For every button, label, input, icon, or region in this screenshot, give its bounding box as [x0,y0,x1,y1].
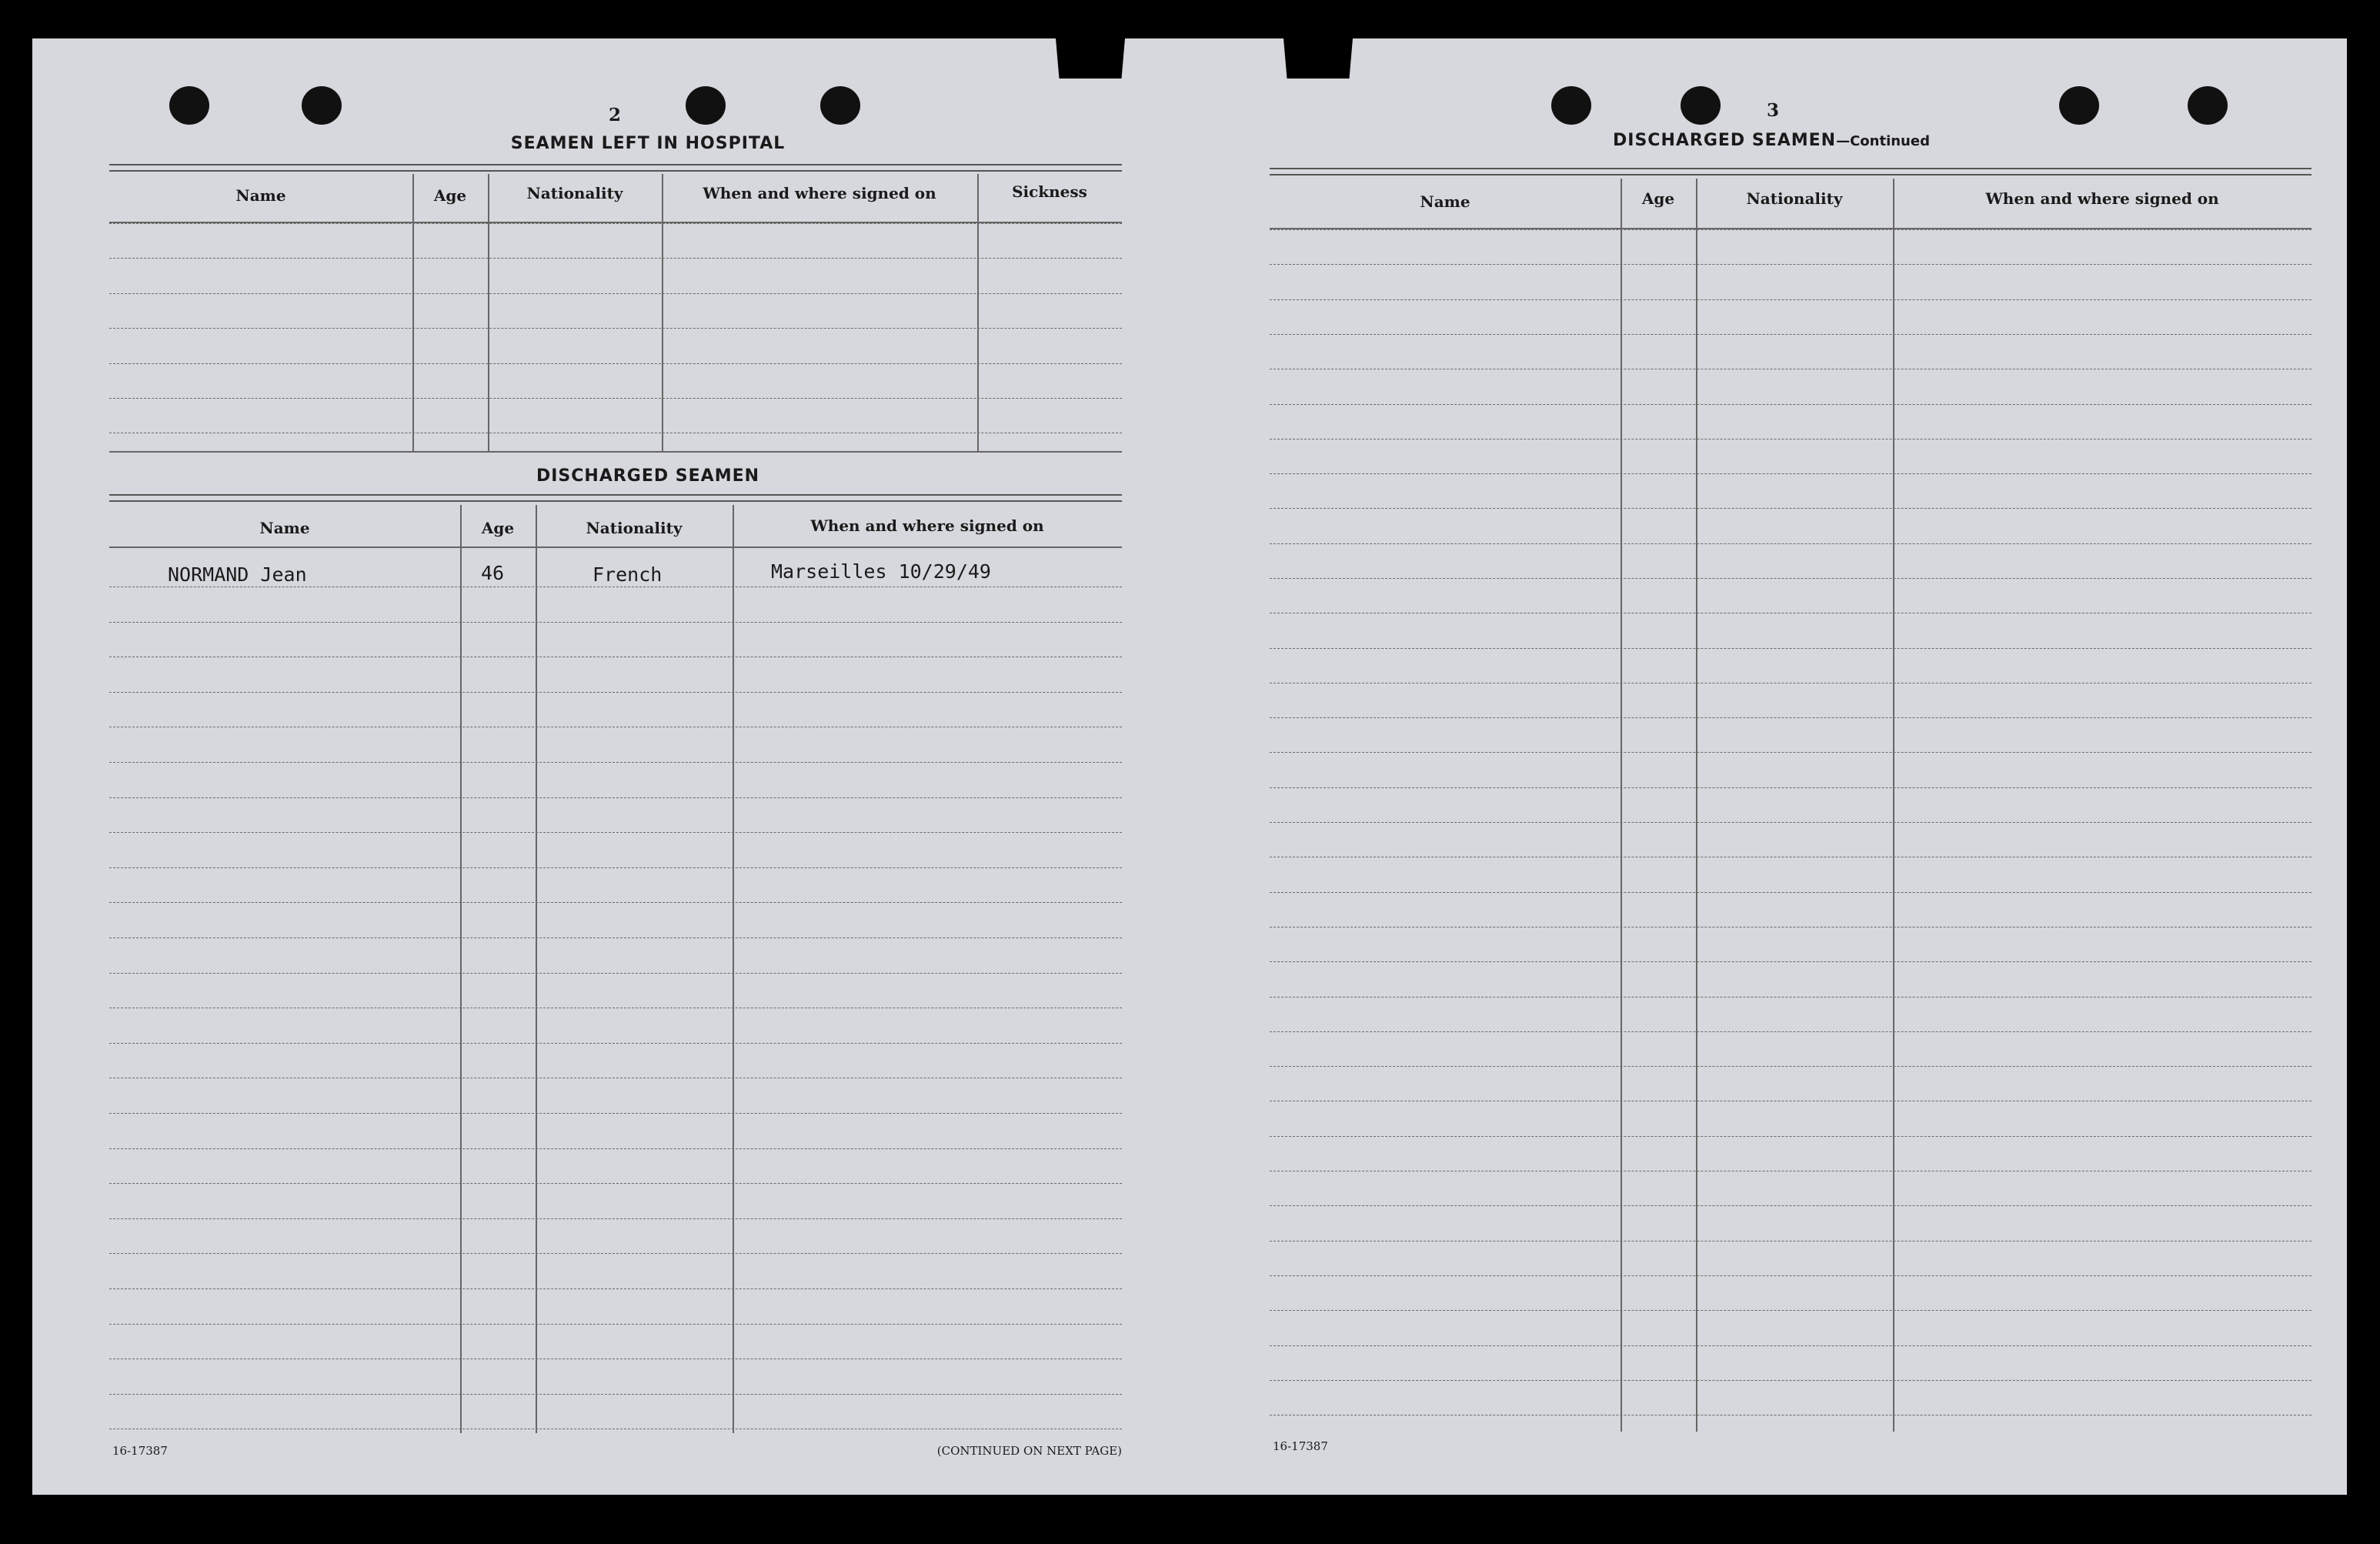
discharged-section-title: DISCHARGED SEAMEN [536,466,760,486]
column-divider [1696,179,1697,1432]
row-rule [1270,1066,2312,1067]
discharged-table-top-rule [109,494,1122,502]
row-rule [1270,1241,2312,1242]
row-rule [1270,229,2312,230]
row-rule [1270,717,2312,718]
binder-hole [169,86,209,125]
hospital-col-age: Age [433,186,467,205]
row-rule [109,902,1122,903]
row-rule [1270,648,2312,649]
right-section-title-suffix: —Continued [1836,133,1930,149]
binder-hole [1551,86,1591,125]
row-rule [1270,508,2312,509]
continued-note: (CONTINUED ON NEXT PAGE) [936,1444,1122,1458]
binder-hole [302,86,342,125]
binding-tab [1056,38,1125,79]
row-rule [109,937,1122,938]
hospital-section-title: SEAMEN LEFT IN HOSPITAL [510,134,786,153]
row-rule [109,1218,1122,1219]
hospital-col-name: Name [235,186,286,205]
entry-name: NORMAND Jean [168,563,307,586]
discharged-col-nationality: Nationality [586,519,683,537]
row-rule [109,692,1122,693]
right-section-title-text: DISCHARGED SEAMEN [1613,131,1837,150]
right-col-nationality: Nationality [1746,189,1843,208]
row-rule [1270,334,2312,335]
form-sheet [32,38,2347,1495]
hospital-table-bottom-rule [109,451,1122,453]
row-rule [1270,473,2312,474]
column-divider [1893,179,1894,1432]
discharged-col-signed-on: When and where signed on [810,516,1044,535]
row-rule [1270,822,2312,823]
binding-tab [1283,38,1353,79]
page-number: 2 [608,105,621,125]
row-rule [1270,1136,2312,1137]
row-rule [1270,752,2312,753]
binder-hole [2059,86,2099,125]
row-rule [109,867,1122,868]
right-col-age: Age [1641,189,1675,208]
row-rule [1270,787,2312,788]
column-divider [536,505,537,1433]
row-rule [1270,264,2312,265]
header-underline [1270,228,2312,229]
row-rule [109,973,1122,974]
row-rule [1270,1310,2312,1311]
row-rule [109,398,1122,399]
row-rule [1270,997,2312,998]
row-rule [109,1394,1122,1395]
row-rule [109,797,1122,798]
row-rule [109,223,1122,224]
column-divider [1621,179,1622,1432]
row-rule [1270,299,2312,300]
entry-nationality: French [592,563,663,586]
hospital-table-top-rule [109,164,1122,172]
row-rule [109,762,1122,763]
right-col-signed-on: When and where signed on [1985,189,2219,208]
row-rule [109,1113,1122,1114]
row-rule [109,258,1122,259]
row-rule [1270,1380,2312,1381]
hospital-col-nationality: Nationality [526,184,623,202]
right-col-name: Name [1420,192,1470,211]
row-rule [109,363,1122,364]
row-rule [1270,1205,2312,1206]
form-number: 16-17387 [1273,1439,1328,1453]
row-rule [1270,1031,2312,1032]
column-divider [977,174,979,451]
row-rule [109,1183,1122,1184]
row-rule [109,1148,1122,1149]
row-rule [109,1043,1122,1044]
row-rule [1270,1345,2312,1346]
row-rule [109,622,1122,623]
discharged-col-age: Age [481,519,515,537]
binder-hole [2188,86,2228,125]
row-rule [1270,543,2312,544]
entry-age: 46 [481,562,505,584]
right-section-title [1540,131,2002,150]
column-divider [412,174,414,451]
column-divider [488,174,489,451]
entry-signed-on: Marseilles 10/29/49 [771,560,991,583]
right-table-top-rule [1270,168,2312,175]
page-number: 3 [1766,100,1779,121]
row-rule [109,1253,1122,1254]
binder-hole [820,86,860,125]
column-divider [460,505,462,1433]
binder-hole [1681,86,1721,125]
row-rule [1270,892,2312,893]
row-rule [1270,961,2312,962]
header-underline [109,222,1122,223]
header-underline [109,546,1122,548]
row-rule [109,1324,1122,1325]
column-divider [662,174,663,451]
hospital-col-signed-on: When and where signed on [703,184,936,202]
hospital-col-sickness: Sickness [1012,182,1087,201]
binder-hole [686,86,726,125]
row-rule [109,293,1122,294]
row-rule [109,1288,1122,1289]
row-rule [1270,404,2312,405]
row-rule [1270,578,2312,579]
discharged-col-name: Name [259,519,310,537]
column-divider [733,505,734,1433]
row-rule [109,328,1122,329]
row-rule [109,832,1122,833]
form-number: 16-17387 [112,1444,168,1458]
row-rule [1270,1275,2312,1276]
